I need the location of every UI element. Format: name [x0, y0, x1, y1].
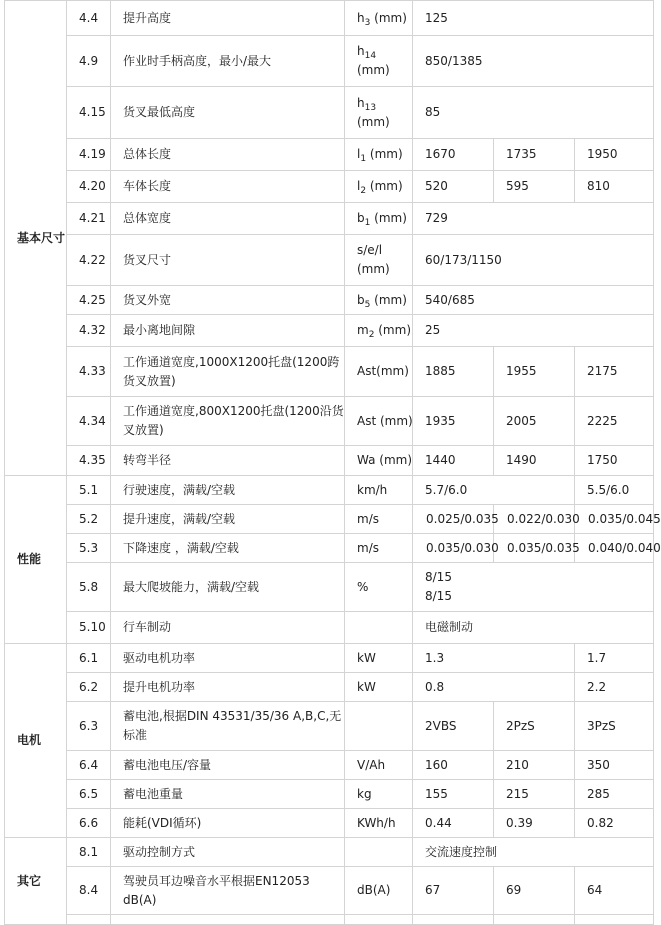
row-label: 提升电机功率 [111, 673, 345, 702]
row-number: 4.33 [67, 347, 111, 397]
row-number: 5.1 [67, 476, 111, 505]
row-label: 行车制动 [111, 612, 345, 644]
row-value: 67 [413, 867, 494, 915]
row-label: 行驶速度，满载/空载 [111, 476, 345, 505]
row-number: 4.34 [67, 397, 111, 446]
row-unit: Ast (mm) [345, 397, 413, 446]
row-value: 2225 [575, 397, 654, 446]
row-label: 货叉外宽 [111, 286, 345, 315]
row-label: 货叉最低高度 [111, 87, 345, 139]
row-value: 64 [575, 867, 654, 915]
row-label: 下降速度 ，满载/空载 [111, 534, 345, 563]
row-unit: kW [345, 673, 413, 702]
row-number: 6.4 [67, 751, 111, 780]
table-row [5, 347, 654, 397]
row-value: 1750 [575, 446, 654, 476]
table-row [5, 673, 654, 702]
row-value: 0.035/0.045 [575, 505, 654, 534]
row-number: 6.2 [67, 673, 111, 702]
row-unit: V/Ah [345, 751, 413, 780]
row-value: 540/685 [413, 286, 654, 315]
row-label: 蓄电池电压/容量 [111, 751, 345, 780]
row-unit: $h_{14}$ (mm) [345, 36, 413, 87]
row-value: 2VBS [413, 702, 494, 751]
row-unit: % [345, 563, 413, 612]
table-row [5, 446, 654, 476]
row-unit [345, 612, 413, 644]
row-value: 0.82 [575, 809, 654, 838]
table-row [5, 476, 654, 505]
row-value: 8/15 8/15 [413, 563, 654, 612]
row-unit [345, 915, 413, 925]
row-unit: s/e/l (mm) [345, 235, 413, 286]
row-unit: kW [345, 644, 413, 673]
row-value: 0.025/0.035 [413, 505, 494, 534]
row-value: 0.022/0.030 [494, 505, 575, 534]
table-row [5, 203, 654, 235]
row-value [575, 915, 654, 925]
row-value: 1490 [494, 446, 575, 476]
row-number: 4.19 [67, 139, 111, 171]
row-number: 4.25 [67, 286, 111, 315]
row-label: 车体长度 [111, 171, 345, 203]
row-label: 提升速度，满载/空载 [111, 505, 345, 534]
row-value: 215 [494, 780, 575, 809]
table-row [5, 809, 654, 838]
row-number: 5.2 [67, 505, 111, 534]
row-value: 2175 [575, 347, 654, 397]
row-unit: $b_1$ (mm) [345, 203, 413, 235]
table-row [5, 171, 654, 203]
row-value [494, 915, 575, 925]
row-value: 285 [575, 780, 654, 809]
row-unit: Wa (mm) [345, 446, 413, 476]
row-value [413, 915, 494, 925]
table-row [5, 702, 654, 751]
row-label: 蓄电池重量 [111, 780, 345, 809]
row-unit: kg [345, 780, 413, 809]
row-number: 6.5 [67, 780, 111, 809]
row-label: 最小离地间隙 [111, 315, 345, 347]
table-row [5, 751, 654, 780]
row-value: 85 [413, 87, 654, 139]
row-label: 作业时手柄高度，最小/最大 [111, 36, 345, 87]
row-value: 1.3 [413, 644, 575, 673]
row-unit: m/s [345, 534, 413, 563]
row-label: 提升高度 [111, 1, 345, 36]
row-value: 25 [413, 315, 654, 347]
row-value: 810 [575, 171, 654, 203]
row-label: 驱动控制方式 [111, 838, 345, 867]
row-number: 6.1 [67, 644, 111, 673]
row-number: 6.3 [67, 702, 111, 751]
row-label [111, 915, 345, 925]
row-value: 1955 [494, 347, 575, 397]
row-number: 4.4 [67, 1, 111, 36]
row-value: 1670 [413, 139, 494, 171]
row-value: 1935 [413, 397, 494, 446]
spec-table [4, 0, 661, 925]
row-label: 总体宽度 [111, 203, 345, 235]
row-value: 729 [413, 203, 654, 235]
row-number: 5.10 [67, 612, 111, 644]
row-value: 交流速度控制 [413, 838, 654, 867]
row-value: 1950 [575, 139, 654, 171]
row-label: 工作通道宽度,1000X1200托盘(1200跨货叉放置) [111, 347, 345, 397]
table-row [5, 315, 654, 347]
table-row [5, 286, 654, 315]
row-unit: $l_2$ (mm) [345, 171, 413, 203]
row-value: 电磁制动 [413, 612, 654, 644]
row-number: 8.4 [67, 867, 111, 915]
table-row [5, 780, 654, 809]
row-value: 1735 [494, 139, 575, 171]
row-value: 2PzS [494, 702, 575, 751]
table-row [5, 1, 654, 36]
row-value: 0.035/0.035 [494, 534, 575, 563]
row-label: 总体长度 [111, 139, 345, 171]
row-value: 2.2 [575, 673, 654, 702]
row-unit: $b_5$ (mm) [345, 286, 413, 315]
row-number: 8.1 [67, 838, 111, 867]
row-label: 工作通道宽度,800X1200托盘(1200沿货叉放置) [111, 397, 345, 446]
row-number: 4.32 [67, 315, 111, 347]
row-label: 蓄电池,根据DIN 43531/35/36 A,B,C,无标准 [111, 702, 345, 751]
row-number: 4.9 [67, 36, 111, 87]
table-row [5, 867, 654, 915]
row-unit: dB(A) [345, 867, 413, 915]
row-unit: m/s [345, 505, 413, 534]
row-number: 4.21 [67, 203, 111, 235]
row-unit: km/h [345, 476, 413, 505]
row-number: 6.6 [67, 809, 111, 838]
row-number: 5.8 [67, 563, 111, 612]
row-unit: $h_3$ (mm) [345, 1, 413, 36]
table-row [5, 139, 654, 171]
table-row [5, 235, 654, 286]
section-label: 基本尺寸 [5, 1, 67, 476]
row-label: 转弯半径 [111, 446, 345, 476]
row-unit [345, 838, 413, 867]
row-value: 60/173/1150 [413, 235, 654, 286]
table-row [5, 397, 654, 446]
row-value: 0.39 [494, 809, 575, 838]
row-label: 最大爬坡能力，满载/空载 [111, 563, 345, 612]
row-label: 驱动电机功率 [111, 644, 345, 673]
row-value: 3PzS [575, 702, 654, 751]
table-row [5, 534, 654, 563]
row-value: 850/1385 [413, 36, 654, 87]
row-value: 1440 [413, 446, 494, 476]
row-value: 350 [575, 751, 654, 780]
row-value: 155 [413, 780, 494, 809]
row-value: 69 [494, 867, 575, 915]
row-value: 0.44 [413, 809, 494, 838]
row-value: 5.5/6.0 [575, 476, 654, 505]
row-value: 2005 [494, 397, 575, 446]
table-row [5, 644, 654, 673]
row-value: 520 [413, 171, 494, 203]
row-unit [345, 702, 413, 751]
section-label: 电机 [5, 644, 67, 838]
row-unit: Ast(mm) [345, 347, 413, 397]
row-number [67, 915, 111, 925]
row-value: 160 [413, 751, 494, 780]
table-row [5, 915, 654, 925]
row-unit: $l_1$ (mm) [345, 139, 413, 171]
row-number: 4.20 [67, 171, 111, 203]
row-value: 595 [494, 171, 575, 203]
table-row [5, 563, 654, 612]
table-row [5, 505, 654, 534]
row-number: 5.3 [67, 534, 111, 563]
row-value: 5.7/6.0 [413, 476, 575, 505]
row-value: 0.040/0.040 [575, 534, 654, 563]
row-unit: $m_2$ (mm) [345, 315, 413, 347]
row-label: 驾驶员耳边噪音水平根据EN12053 dB(A) [111, 867, 345, 915]
row-label: 能耗(VDI循环) [111, 809, 345, 838]
row-value: 210 [494, 751, 575, 780]
row-value: 0.8 [413, 673, 575, 702]
row-label: 货叉尺寸 [111, 235, 345, 286]
row-value: 125 [413, 1, 654, 36]
row-value: 1885 [413, 347, 494, 397]
row-value: 1.7 [575, 644, 654, 673]
row-number: 4.35 [67, 446, 111, 476]
row-number: 4.22 [67, 235, 111, 286]
row-value: 0.035/0.030 [413, 534, 494, 563]
table-row [5, 36, 654, 87]
table-row [5, 612, 654, 644]
table-row [5, 87, 654, 139]
row-number: 4.15 [67, 87, 111, 139]
section-label: 性能 [5, 476, 67, 644]
table-row [5, 838, 654, 867]
row-unit: KWh/h [345, 809, 413, 838]
section-label: 其它 [5, 838, 67, 925]
row-unit: $h_{13}$ (mm) [345, 87, 413, 139]
